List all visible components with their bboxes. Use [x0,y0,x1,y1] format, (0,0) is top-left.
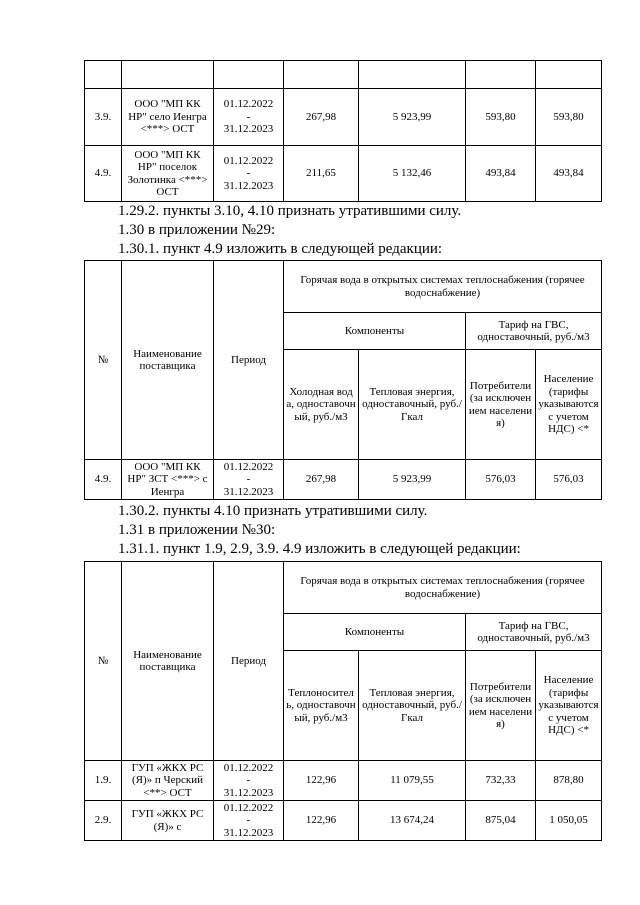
table-row [85,89,602,146]
column-header: Компоненты [284,313,466,350]
value-cell: 493,84 [536,146,602,202]
paragraph: 1.30 в приложении №29: [118,222,276,238]
value-cell: 576,03 [466,460,536,500]
value-cell: 593,80 [466,89,536,146]
value-cell: 878,80 [536,761,602,801]
column-header: Тепловая энергия, одноставочный, руб./Гкал [359,350,466,460]
row-number: 4.9. [85,460,122,500]
row-number: 2.9. [85,801,122,841]
row-number: 4.9. [85,146,122,202]
value-cell: 5 923,99 [359,460,466,500]
row-number: 3.9. [85,89,122,146]
value-cell: 493,84 [466,146,536,202]
column-header: Население (тарифы указываются с учетом НДС) <* [536,350,602,460]
column-header: Горячая вода в открытых системах теплоснабжения (горячее водоснабжение) [284,261,602,313]
column-header: Горячая вода в открытых системах теплоснабжения (горячее водоснабжение) [284,562,602,614]
value-cell: 5 923,99 [359,89,466,146]
table-row [85,61,602,89]
column-header: Потребители (за исключением населения) [466,651,536,761]
column-header: Компоненты [284,614,466,651]
period-cell: 01.12.2022 - 31.12.2023 [214,460,284,500]
header-row [85,261,602,313]
value-cell: 122,96 [284,761,359,801]
header-row [85,562,602,614]
value-cell: 267,98 [284,89,359,146]
paragraph: 1.31.1. пункт 1.9, 2.9, 3.9. 4.9 изложить в следующей редакции: [118,541,521,557]
column-header: Наименование поставщика [122,261,214,460]
column-header: Холодная вода, одноставочный, руб./м3 [284,350,359,460]
value-cell: 576,03 [536,460,602,500]
value-cell: 211,65 [284,146,359,202]
paragraph: 1.30.1. пункт 4.9 изложить в следующей редакции: [118,241,443,257]
table-row [85,761,602,801]
value-cell: 5 132,46 [359,146,466,202]
period-cell: 01.12.2022 - 31.12.2023 [214,801,284,841]
column-header: Тариф на ГВС, одноставочный, руб./м3 [466,313,602,350]
supplier-name: ООО "МП КК НР" село Иенгра <***> ОСТ [122,89,214,146]
supplier-name: ООО "МП КК НР" поселок Золотинка <***> ОСТ [122,146,214,202]
column-header: Период [214,261,284,460]
column-header: Население (тарифы указываются с учетом НДС) <* [536,651,602,761]
value-cell: 267,98 [284,460,359,500]
value-cell: 593,80 [536,89,602,146]
tariff-table [84,260,602,500]
paragraph: 1.29.2. пункты 3.10, 4.10 признать утратившими силу. [118,203,462,219]
supplier-name: ГУП «ЖКХ РС (Я)» с [122,801,214,841]
column-header: Период [214,562,284,761]
paragraph: 1.30.2. пункты 4.10 признать утратившими силу. [118,503,428,519]
value-cell: 13 674,24 [359,801,466,841]
table-row [85,460,602,500]
paragraph: 1.31 в приложении №30: [118,522,276,538]
supplier-name: ООО "МП КК НР" ЗСТ <***> с Иенгра [122,460,214,500]
supplier-name: ГУП «ЖКХ РС (Я)» п Черский <**> ОСТ [122,761,214,801]
value-cell: 875,04 [466,801,536,841]
period-cell: 01.12.2022 - 31.12.2023 [214,761,284,801]
value-cell: 122,96 [284,801,359,841]
tariff-table [84,561,602,841]
column-header: Теплоноситель, одноставочный, руб./м3 [284,651,359,761]
column-header: Потребители (за исключением населения) [466,350,536,460]
column-header: Тариф на ГВС, одноставочный, руб./м3 [466,614,602,651]
column-header: Наименование поставщика [122,562,214,761]
value-cell: 732,33 [466,761,536,801]
period-cell: 01.12.2022 - 31.12.2023 [214,89,284,146]
tariff-table-continued [84,60,602,202]
value-cell: 11 079,55 [359,761,466,801]
table-row [85,801,602,841]
period-cell: 01.12.2022 - 31.12.2023 [214,146,284,202]
column-header: № [85,562,122,761]
table-row [85,146,602,202]
value-cell: 1 050,05 [536,801,602,841]
column-header: № [85,261,122,460]
column-header: Тепловая энергия, одноставочный, руб./Гкал [359,651,466,761]
row-number: 1.9. [85,761,122,801]
